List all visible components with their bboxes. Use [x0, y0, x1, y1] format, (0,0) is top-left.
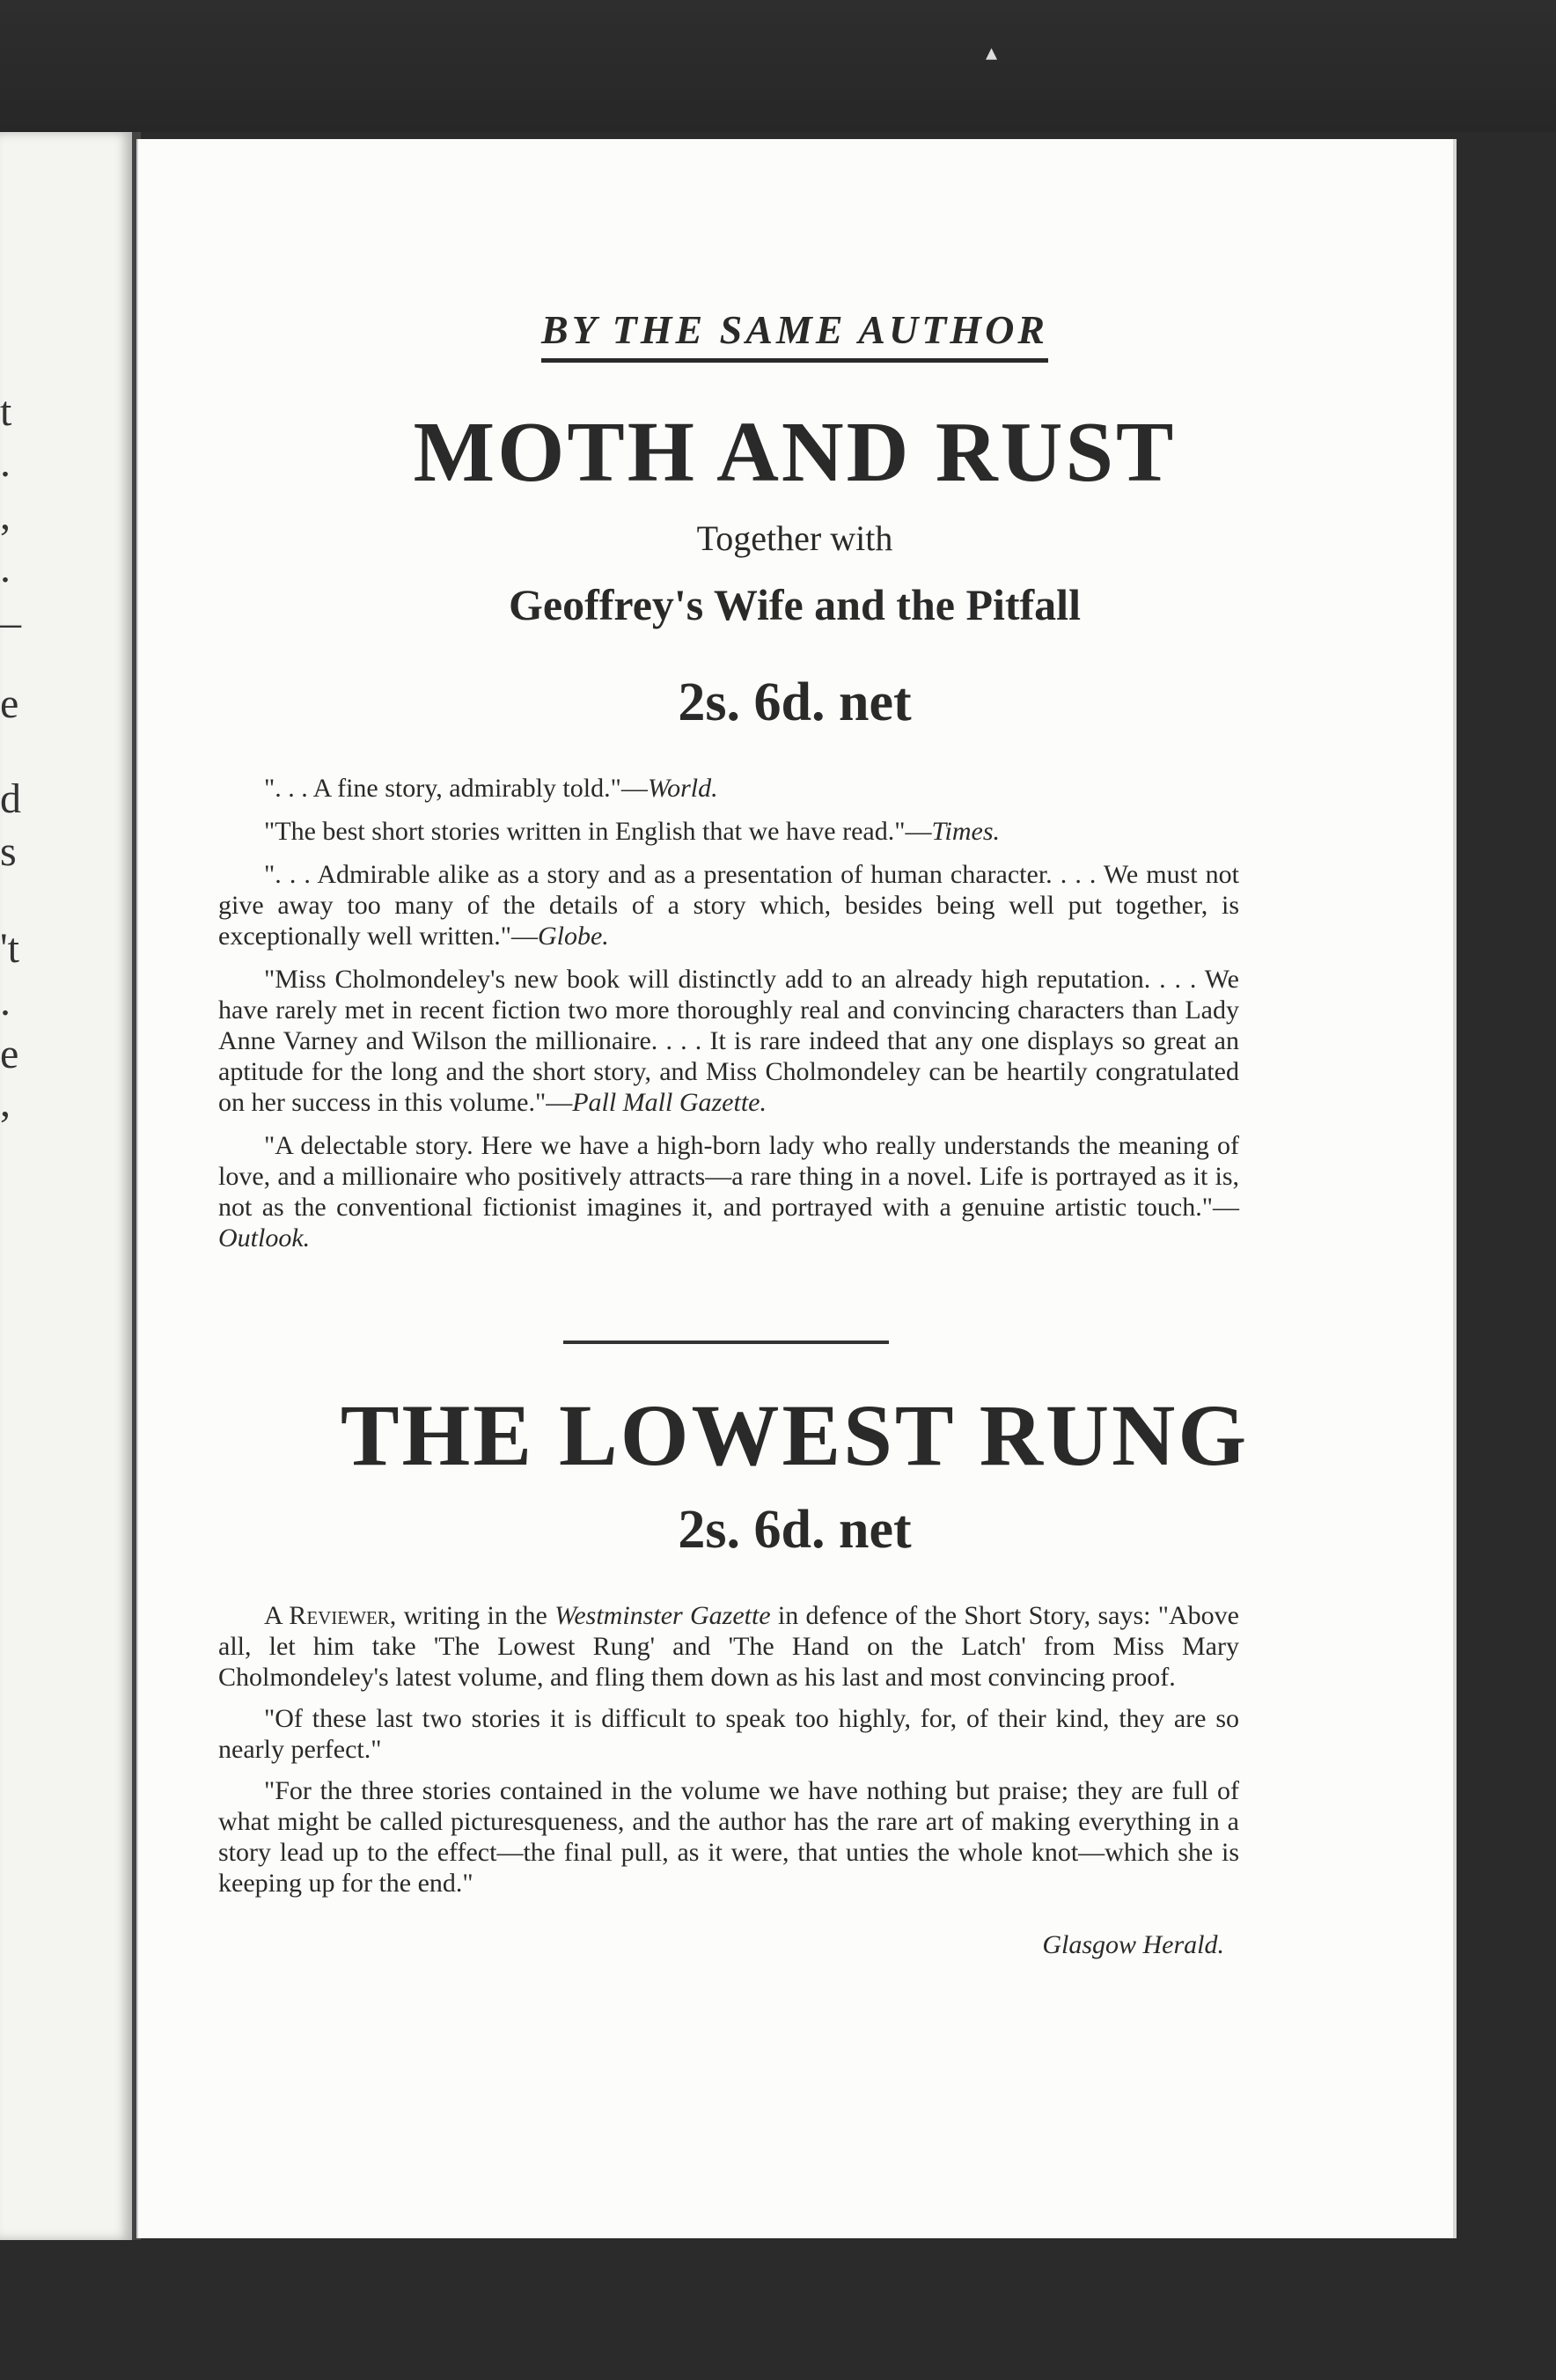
quote-source: World.	[647, 774, 718, 803]
header-text: BY THE SAME AUTHOR	[541, 306, 1048, 363]
quote	[218, 964, 1239, 1118]
review-paragraph	[218, 1600, 1239, 1693]
quote-text: "The best short stories written in English that we have read."—	[264, 817, 932, 846]
quote	[218, 1130, 1239, 1253]
book-page	[136, 139, 1453, 2238]
margin-char: 't	[0, 925, 19, 972]
margin-char: .	[0, 439, 11, 486]
book1-quotes	[218, 773, 1239, 1266]
section-divider	[563, 1341, 889, 1344]
book1-subtitle: Geoffrey's Wife and the Pitfall	[509, 580, 1081, 629]
review-text: , writing in the	[389, 1601, 555, 1630]
margin-char: d	[0, 775, 21, 822]
quote-source: Globe.	[537, 922, 609, 951]
book2-review	[218, 1600, 1239, 1909]
book1-together: Together with	[696, 518, 893, 558]
dust-speck: ▴	[986, 40, 998, 65]
quote-text: ". . . Admirable alike as a story and as a presentation of human character. . . . We must not give away too many of the details of a story which, besides being well put together, is exceptionally well written."—	[218, 860, 1239, 951]
quote	[218, 773, 1239, 804]
reviewer-label: A Reviewer	[264, 1601, 390, 1630]
book1-title: MOTH AND RUST	[413, 405, 1177, 500]
margin-char: s	[0, 828, 17, 875]
margin-char: –	[0, 599, 21, 646]
publication-name: Westminster Gazette	[554, 1601, 771, 1630]
book2-title: THE LOWEST RUNG	[340, 1386, 1250, 1484]
margin-char: .	[0, 545, 11, 591]
review-paragraph: "Of these last two stories it is difficult to speak too highly, for, of their kind, they are so nearly perfect."	[218, 1704, 1239, 1764]
left-page-edge	[0, 132, 136, 2240]
review-paragraph: "For the three stories contained in the volume we have nothing but praise; they are full of what might be called picturesqueness, and the author has the rare art of making everything in a story lead up to the effect—the final pull, as it were, that unties the whole knot—which she is keeping up for the end."	[218, 1776, 1239, 1898]
quote-text: ". . . A fine story, admirably told."—	[264, 774, 648, 803]
margin-char: e	[0, 1031, 19, 1077]
section-header	[136, 306, 1453, 363]
quote-source: Outlook.	[218, 1223, 311, 1252]
quote-text: "A delectable story. Here we have a high-born lady who really understands the meaning of love, and a millionaire who positively attracts—a rare thing in a novel. Life is portrayed as it is, not as the conventional fictionist imagines it, and portrayed with a genuine artistic touch."—	[218, 1131, 1239, 1222]
book1-price: 2s. 6d. net	[678, 672, 912, 732]
margin-char: ,	[0, 492, 11, 539]
margin-char: .	[0, 978, 11, 1025]
quote	[218, 859, 1239, 951]
book2-price: 2s. 6d. net	[678, 1500, 912, 1560]
quote-text: "Miss Cholmondeley's new book will distinctly add to an already high reputation. . . . We have rarely met in recent fiction two more thoroughly real and convincing characters than Lady Anne Varney and Wilson the millionaire. . . . It is rare indeed that any one displays so great an aptitude for the long and the short story, and Miss Cholmondeley can be heartily congratulated on her success in this volume."—	[218, 965, 1239, 1117]
background-top	[0, 0, 1556, 132]
margin-char: t	[0, 388, 12, 435]
quote-source: Pall Mall Gazette.	[572, 1088, 767, 1117]
quote-source: Times.	[931, 817, 1001, 846]
margin-char: e	[0, 680, 19, 727]
review-signature: Glasgow Herald.	[1042, 1930, 1224, 1959]
quote	[218, 816, 1239, 847]
margin-char: ,	[0, 1079, 11, 1126]
review-text: in defence of the Short Story, says: "Above all, let him take 'The Lowest Rung' and 'The Hand on the Latch' from Miss Mary Cholmondeley's latest volume, and fling them down as his last and most convincing proof.	[218, 1601, 1239, 1692]
